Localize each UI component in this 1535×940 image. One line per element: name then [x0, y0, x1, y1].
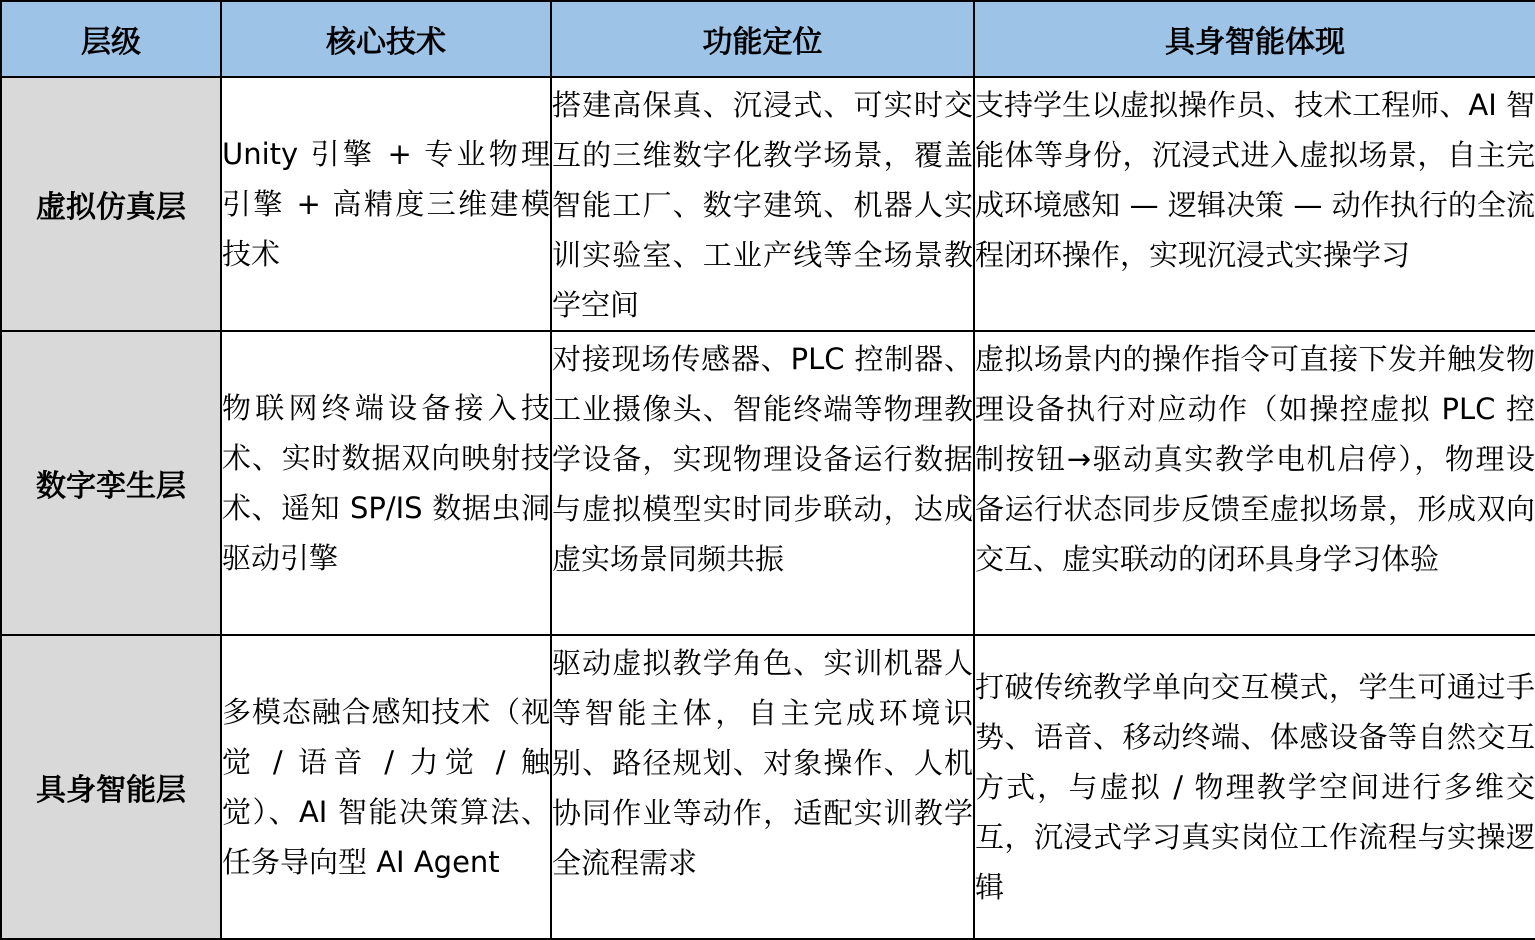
function-cell: 搭建高保真、沉浸式、可实时交互的三维数字化教学场景，覆盖智能工厂、数字建筑、机器人实训实验室、工业产线等全场景教学空间 — [551, 77, 974, 331]
table-header-row — [1, 1, 1535, 77]
table-row — [1, 635, 1535, 939]
embodiment-cell: 支持学生以虚拟操作员、技术工程师、AI 智能体等身份，沉浸式进入虚拟场景，自主完成环境感知 — 逻辑决策 — 动作执行的全流程闭环操作，实现沉浸式实操学习 — [974, 77, 1535, 331]
header-core-tech: 核心技术 — [221, 1, 551, 77]
function-cell: 对接现场传感器、PLC 控制器、工业摄像头、智能终端等物理教学设备，实现物理设备运行数据与虚拟模型实时同步联动，达成虚实场景同频共振 — [551, 331, 974, 635]
core-tech-cell: 多模态融合感知技术（视觉 / 语音 / 力觉 / 触觉）、AI 智能决策算法、任务导向型 AI Agent — [221, 635, 551, 939]
function-cell: 驱动虚拟教学角色、实训机器人等智能主体，自主完成环境识别、路径规划、对象操作、人机协同作业等动作，适配实训教学全流程需求 — [551, 635, 974, 939]
embodiment-cell: 虚拟场景内的操作指令可直接下发并触发物理设备执行对应动作（如操控虚拟 PLC 控制按钮→驱动真实教学电机启停），物理设备运行状态同步反馈至虚拟场景，形成双向交互、虚实联动的闭环具身学习体验 — [974, 331, 1535, 635]
core-tech-cell: 物联网终端设备接入技术、实时数据双向映射技术、遥知 SP/IS 数据虫洞驱动引擎 — [221, 331, 551, 635]
table-row — [1, 77, 1535, 331]
header-function: 功能定位 — [551, 1, 974, 77]
core-tech-cell: Unity 引擎 + 专业物理引擎 + 高精度三维建模技术 — [221, 77, 551, 331]
embodiment-cell: 打破传统教学单向交互模式，学生可通过手势、语音、移动终端、体感设备等自然交互方式，与虚拟 / 物理教学空间进行多维交互，沉浸式学习真实岗位工作流程与实操逻辑 — [974, 635, 1535, 939]
header-layer: 层级 — [1, 1, 221, 77]
layer-name: 数字孪生层 — [1, 331, 221, 635]
layer-name: 具身智能层 — [1, 635, 221, 939]
header-embodiment: 具身智能体现 — [974, 1, 1535, 77]
table-row — [1, 331, 1535, 635]
layer-name: 虚拟仿真层 — [1, 77, 221, 331]
